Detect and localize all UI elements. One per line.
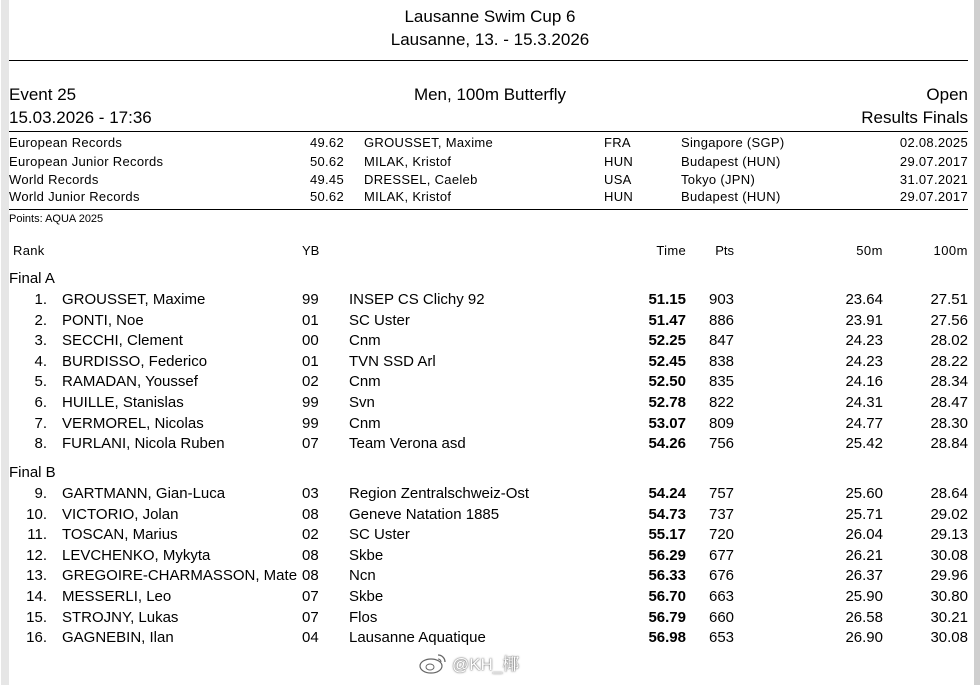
result-row [0,373,975,393]
result-club: INSEP CS Clichy 92 [349,291,485,308]
record-date: 31.07.2021 [899,172,968,187]
result-split-100m: 28.22 [930,352,968,370]
col-header-100m: 100m [933,243,968,258]
divider [9,60,968,61]
divider [9,131,968,132]
result-club: SC Uster [349,311,410,329]
result-split-50m: 24.77 [845,414,883,432]
record-nation: HUN [604,189,634,204]
result-time: 56.79 [648,608,686,626]
result-yb: 07 [302,435,319,453]
record-place: Tokyo (JPN) [681,172,756,187]
result-time: 54.73 [648,505,686,523]
result-points: 653 [709,629,735,647]
result-row [0,506,975,526]
event-datetime: 15.03.2026 - 17:36 [9,108,152,127]
record-label: European Records [9,135,123,150]
result-yb: 03 [302,485,319,502]
record-time: 49.62 [309,135,344,150]
result-time: 56.33 [648,567,686,585]
result-split-100m: 30.21 [930,608,968,626]
result-name: GREGOIRE-CHARMASSON, Mate [62,567,298,585]
result-rank: 15. [26,608,47,626]
result-split-50m: 24.31 [845,394,883,411]
result-split-100m: 27.56 [930,311,968,329]
result-row [0,435,975,455]
result-time: 54.24 [648,485,686,502]
result-row [0,526,975,546]
result-row [0,312,975,332]
result-split-50m: 25.42 [845,435,883,453]
result-name: TOSCAN, Marius [62,526,178,544]
result-club: Geneve Natation 1885 [349,505,500,523]
result-club: Ncn [349,567,376,585]
record-time: 49.45 [309,172,344,187]
result-club: Skbe [349,546,384,564]
result-name: FURLANI, Nicola Ruben [62,435,225,453]
col-header-pts: Pts [715,243,734,258]
result-split-100m: 29.13 [930,526,968,544]
result-rank: 8. [34,435,47,453]
result-rank: 13. [26,567,47,585]
record-date: 02.08.2025 [899,135,968,150]
result-club: Svn [349,394,375,411]
result-row [0,547,975,567]
result-points: 737 [709,505,735,523]
result-club: Flos [349,608,378,626]
result-club: Region Zentralschweiz-Ost [349,485,530,502]
result-yb: 01 [302,311,319,329]
record-place: Singapore (SGP) [681,135,785,150]
result-split-100m: 28.47 [930,394,968,411]
result-name: STROJNY, Lukas [62,608,179,626]
record-place: Budapest (HUN) [681,189,781,204]
result-split-50m: 26.37 [845,567,883,585]
result-time: 55.17 [648,526,686,544]
result-time: 54.26 [648,435,686,453]
result-time: 51.15 [648,291,686,308]
result-split-100m: 30.08 [930,629,968,647]
weibo-icon [418,651,448,675]
result-yb: 08 [302,505,319,523]
record-holder: MILAK, Kristof [364,189,452,204]
result-time: 52.25 [648,332,686,350]
result-club: SC Uster [349,526,410,544]
col-header-50m: 50m [856,243,883,258]
record-holder: DRESSEL, Caeleb [364,172,478,187]
record-holder: MILAK, Kristof [364,154,452,169]
result-split-50m: 26.58 [845,608,883,626]
result-split-50m: 25.90 [845,588,883,605]
final-heading: Final B [9,464,56,481]
result-rank: 14. [26,588,47,605]
result-name: PONTI, Noe [62,311,144,329]
result-name: GAGNEBIN, Ilan [62,629,174,647]
result-split-50m: 26.04 [845,526,883,544]
record-label: World Records [9,172,99,187]
result-time: 56.70 [648,588,686,605]
result-yb: 07 [302,608,319,626]
record-label: World Junior Records [9,189,140,204]
result-name: GROUSSET, Maxime [62,291,206,308]
result-row [0,567,975,587]
result-split-100m: 29.02 [930,505,968,523]
record-time: 50.62 [309,189,344,204]
result-rank: 4. [34,352,47,370]
result-points: 903 [709,291,735,308]
result-club: Cnm [349,332,381,350]
result-name: VICTORIO, Jolan [62,505,179,523]
result-name: MESSERLI, Leo [62,588,172,605]
result-row [0,415,975,435]
result-points: 822 [709,394,735,411]
competition-subtitle: Lausanne, 13. - 15.3.2026 [390,30,590,49]
result-rank: 9. [34,485,47,502]
result-split-50m: 25.60 [845,485,883,502]
result-points: 676 [709,567,735,585]
result-split-50m: 23.64 [845,291,883,308]
points-note: Points: AQUA 2025 [9,213,104,225]
record-date: 29.07.2017 [899,189,968,204]
result-split-50m: 26.90 [845,629,883,647]
result-yb: 02 [302,526,319,544]
result-rank: 7. [34,414,47,432]
result-yb: 08 [302,546,319,564]
result-club: Cnm [349,414,381,432]
record-place: Budapest (HUN) [681,154,781,169]
event-number: Event 25 [9,85,77,104]
result-club: Team Verona asd [349,435,466,453]
result-club: TVN SSD Arl [349,352,436,370]
record-time: 50.62 [309,154,344,169]
result-split-100m: 28.02 [930,332,968,350]
result-points: 809 [709,414,735,432]
result-rank: 10. [26,505,47,523]
result-club: Skbe [349,588,384,605]
result-row [0,332,975,352]
result-split-50m: 24.16 [845,373,883,391]
final-heading: Final A [9,270,55,287]
result-rank: 16. [26,629,47,647]
result-yb: 99 [302,394,319,411]
result-row [0,353,975,373]
result-yb: 99 [302,291,319,308]
result-row [0,629,975,649]
result-name: LEVCHENKO, Mykyta [62,546,211,564]
result-rank: 11. [27,526,47,544]
watermark-text: @KH_椰 [452,655,520,674]
result-split-100m: 29.96 [930,567,968,585]
result-split-100m: 28.84 [930,435,968,453]
result-split-100m: 30.08 [930,546,968,564]
result-time: 52.78 [648,394,686,411]
result-points: 663 [709,588,735,605]
result-rank: 1. [34,291,47,308]
result-time: 51.47 [648,311,686,329]
col-header-yb: YB [302,243,320,258]
record-label: European Junior Records [9,154,164,169]
result-row [0,291,975,311]
result-points: 847 [709,332,735,350]
result-time: 52.45 [648,352,686,370]
competition-title: Lausanne Swim Cup 6 [404,7,576,26]
result-rank: 6. [34,394,47,411]
event-type: Results Finals [861,108,968,127]
result-split-100m: 28.30 [930,414,968,432]
result-points: 838 [709,352,735,370]
result-row [0,609,975,629]
result-yb: 01 [302,352,319,370]
divider [9,209,968,210]
result-points: 756 [709,435,735,453]
result-yb: 00 [302,332,319,350]
result-split-100m: 27.51 [930,291,968,308]
result-rank: 2. [34,311,47,329]
result-rank: 3. [34,332,47,350]
result-club: Cnm [349,373,381,391]
col-header-rank: Rank [13,243,45,258]
result-time: 56.29 [648,546,686,564]
result-yb: 07 [302,588,319,605]
result-row [0,394,975,414]
result-yb: 04 [302,629,319,647]
record-holder: GROUSSET, Maxime [364,135,494,150]
result-split-50m: 25.71 [845,505,883,523]
result-club: Lausanne Aquatique [349,629,486,647]
result-name: BURDISSO, Federico [62,352,208,370]
result-yb: 02 [302,373,319,391]
record-nation: USA [604,172,632,187]
result-points: 660 [709,608,735,626]
record-date: 29.07.2017 [899,154,968,169]
result-points: 720 [709,526,735,544]
event-name: Men, 100m Butterfly [413,85,567,104]
record-nation: FRA [604,135,631,150]
result-split-100m: 28.34 [930,373,968,391]
result-split-50m: 23.91 [845,311,883,329]
result-name: GARTMANN, Gian-Luca [62,485,226,502]
result-rank: 12. [26,546,47,564]
result-row [0,588,975,608]
result-name: RAMADAN, Youssef [62,373,198,391]
result-row [0,485,975,505]
result-time: 56.98 [648,629,686,647]
record-nation: HUN [604,154,634,169]
result-points: 677 [709,546,735,564]
col-header-time: Time [656,243,686,258]
result-points: 835 [709,373,735,391]
result-time: 52.50 [648,373,686,391]
result-points: 886 [709,311,735,329]
result-time: 53.07 [648,414,686,432]
result-rank: 5. [34,373,47,391]
result-split-50m: 24.23 [845,332,883,350]
result-name: HUILLE, Stanislas [62,394,184,411]
page-shadow-right [974,0,980,685]
event-category: Open [926,85,968,104]
result-points: 757 [709,485,735,502]
result-split-50m: 26.21 [845,546,883,564]
result-split-100m: 28.64 [930,485,968,502]
result-split-50m: 24.23 [845,352,883,370]
result-yb: 08 [302,567,319,585]
result-name: SECCHI, Clement [62,332,183,350]
result-name: VERMOREL, Nicolas [62,414,204,432]
result-yb: 99 [302,414,319,432]
result-split-100m: 30.80 [930,588,968,605]
